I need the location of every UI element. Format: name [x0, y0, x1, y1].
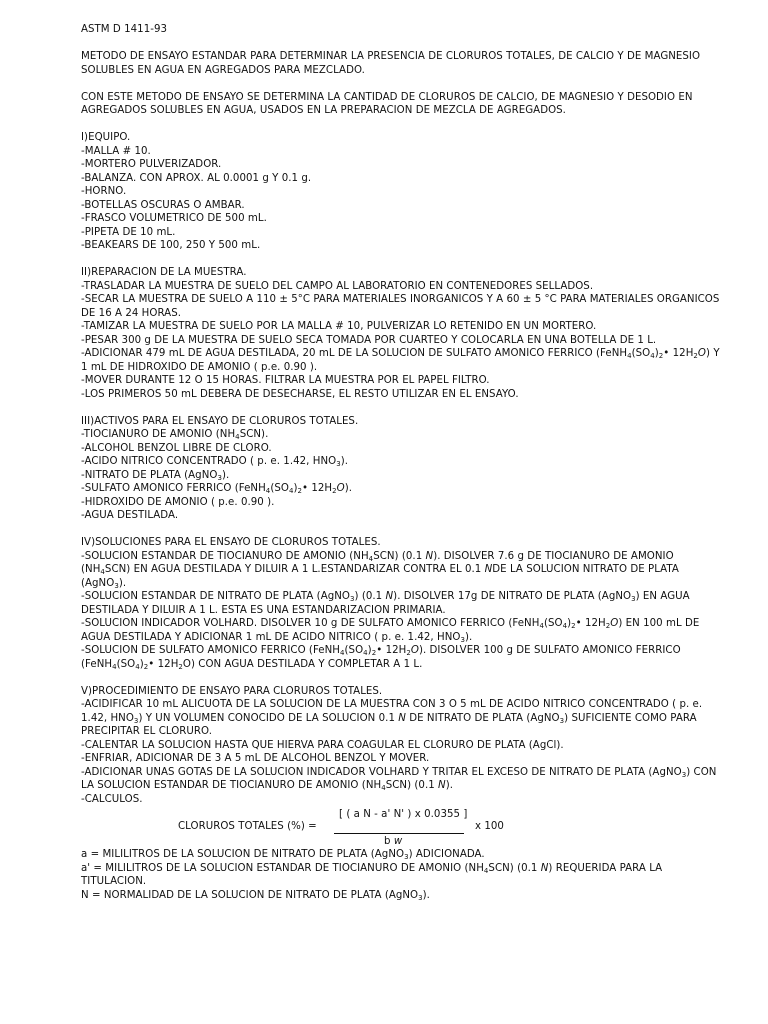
formula-label: CLORUROS TOTALES (%) =: [178, 821, 317, 832]
preparacion-item: -PESAR 300 g DE LA MUESTRA DE SUELO SECA TOMADA POR CUARTEO Y COLOCARLA EN UNA BOTELLA DE 1 L.: [81, 334, 657, 346]
section-equipo-heading: I)EQUIPO.: [81, 132, 131, 143]
preparacion-item: -TAMIZAR LA MUESTRA DE SUELO POR LA MALLA # 10, PULVERIZAR LO RETENIDO EN UN MORTERO.: [81, 321, 597, 332]
activos-item: -AGUA DESTILADA.: [81, 510, 179, 521]
equipo-item: -BOTELLAS OSCURAS O AMBAR.: [81, 199, 245, 211]
formula-fraction-bar: [334, 833, 464, 834]
equipo-item: -BEAKEARS DE 100, 250 Y 500 mL.: [81, 240, 261, 251]
definition-n: N = NORMALIDAD DE LA SOLUCION DE NITRATO DE PLATA (AgNO$_3$).: [81, 889, 430, 902]
procedimiento-item: -ENFRIAR, ADICIONAR DE 3 A 5 mL DE ALCOHOL BENZOL Y MOVER.: [81, 753, 430, 764]
definition-a-prime: a' = MILILITROS DE LA SOLUCION ESTANDAR DE TIOCIANURO DE AMONIO $(NH_4SCN)$ (0.1 N) REQUERIDA PARA LA TITULACION.: [81, 862, 663, 887]
equipo-item: -MALLA # 10.: [81, 145, 151, 157]
preparacion-item: -SECAR LA MUESTRA DE SUELO A 110 ± 5°C PARA MATERIALES INORGANICOS Y A 60 ± 5 °C PARA MATERIALES ORGANICOS DE 16 A 24 HORAS.: [81, 294, 720, 319]
preparacion-item: -TRASLADAR LA MUESTRA DE SUELO DEL CAMPO AL LABORATORIO EN CONTENEDORES SELLADOS.: [81, 280, 594, 292]
formula-numerator: [ ( a N - a' N' ) x 0.0355 ]: [339, 809, 468, 820]
preparacion-item: -ADICIONAR 479 mL DE AGUA DESTILADA, 20 mL DE LA SOLUCION DE SULFATO AMONICO FERRICO ($FeNH_4(SO_4)_2•$ $12H_2O$) Y 1 mL DE HIDROXIDO DE AMONIO ( p.e. 0.90 ).: [81, 348, 720, 373]
section-preparacion-heading: II)REPARACION DE LA MUESTRA.: [81, 267, 247, 278]
activos-item: -TIOCIANURO DE AMONIO $(NH_4SCN)$.: [81, 429, 269, 441]
procedimiento-item: -ACIDIFICAR 10 mL ALICUOTA DE LA SOLUCION DE LA MUESTRA CON 3 O 5 mL DE ACIDO NITRICO CONCENTRADO ( p. e. 1.42, $HNO_3$) Y UN VOLUMEN CONOCIDO DE LA SOLUCION 0.1 N DE NITRATO DE PLATA (AgNO$_3$) SUFICIENTE COMO PARA PRECIPITAR EL CLORURO.: [81, 699, 703, 737]
document-header: ASTM D 1411-93: [81, 24, 168, 35]
equipo-item: -FRASCO VOLUMETRICO DE 500 mL.: [81, 213, 267, 224]
section-activos-heading: III)ACTIVOS PARA EL ENSAYO DE CLORUROS TOTALES.: [81, 415, 359, 427]
procedimiento-item: -CALCULOS.: [81, 793, 143, 805]
definition-a: a = MILILITROS DE LA SOLUCION DE NITRATO DE PLATA (AgNO$_3$) ADICIONADA.: [81, 849, 485, 861]
soluciones-item: -SOLUCION INDICADOR VOLHARD. DISOLVER 10 g DE SULFATO AMONICO FERRICO ($FeNH_4(SO_4)_2•$ $12H_2O$) EN 100 mL DE AGUA DESTILADA Y ADICIONAR 1 mL DE ACIDO NITRICO ( p. e. 1.42, $HNO_3$).: [81, 618, 700, 644]
document: [81, 23, 721, 902]
equipo-item: -PIPETA DE 10 mL.: [81, 226, 176, 238]
section-procedimiento-heading: V)PROCEDIMIENTO DE ENSAYO PARA CLORUROS TOTALES.: [81, 685, 383, 697]
activos-item: -SULFATO AMONICO FERRICO ($FeNH_4(SO_4)_2•$ $12H_2O$).: [81, 483, 353, 495]
intro-paragraph: CON ESTE METODO DE ENSAYO SE DETERMINA LA CANTIDAD DE CLORUROS DE CALCIO, DE MAGNESIO Y DESODIO EN AGREGADOS SOLUBLES EN AGUA, USADOS EN LA PREPARACION DE MEZCLA DE AGREGADOS.: [81, 91, 693, 116]
equipo-item: -HORNO.: [81, 186, 127, 197]
preparacion-item: -LOS PRIMEROS 50 mL DEBERA DE DESECHARSE, EL RESTO UTILIZAR EN EL ENSAYO.: [81, 388, 519, 400]
document-title: METODO DE ENSAYO ESTANDAR PARA DETERMINAR LA PRESENCIA DE CLORUROS TOTALES, DE CALCIO Y DE MAGNESIO SOLUBLES EN AGUA EN AGREGADOS PARA MEZCLADO.: [81, 51, 701, 76]
soluciones-item: -SOLUCION DE SULFATO AMONICO FERRICO ($FeNH_4(SO_4)_2•$ $12H_2O$). DISOLVER 100 g DE SULFATO AMONICO FERRICO ($FeNH_4(SO_4)_2•$ $12H_2O$) CON AGUA DESTILADA Y COMPLETAR A 1 L.: [81, 645, 681, 671]
activos-item: -HIDROXIDO DE AMONIO ( p.e. 0.90 ).: [81, 496, 275, 508]
preparacion-item: -MOVER DURANTE 12 O 15 HORAS. FILTRAR LA MUESTRA POR EL PAPEL FILTRO.: [81, 375, 490, 386]
soluciones-item: -SOLUCION ESTANDAR DE NITRATO DE PLATA (AgNO$_3$) (0.1 N). DISOLVER 17g DE NITRATO DE PLATA (AgNO$_3$) EN AGUA DESTILADA Y DILUIR A 1 L. ESTA ES UNA ESTANDARIZACION PRIMARIA.: [81, 591, 690, 616]
procedimiento-item: -CALENTAR LA SOLUCION HASTA QUE HIERVA PARA COAGULAR EL CLORURO DE PLATA (AgCl).: [81, 739, 564, 751]
formula-multiplier: x 100: [475, 821, 504, 832]
section-soluciones-heading: IV)SOLUCIONES PARA EL ENSAYO DE CLORUROS TOTALES.: [81, 537, 381, 548]
equipo-item: -MORTERO PULVERIZADOR.: [81, 159, 222, 170]
equipo-item: -BALANZA. CON APROX. AL 0.0001 g Y 0.1 g.: [81, 172, 312, 184]
formula-denominator: b w: [384, 836, 403, 847]
chloride-formula: [81, 808, 721, 848]
activos-item: -ACIDO NITRICO CONCENTRADO ( p. e. 1.42, $HNO_3$).: [81, 456, 349, 468]
soluciones-item: -SOLUCION ESTANDAR DE TIOCIANURO DE AMONIO $(NH_4SCN)$ (0.1 N). DISOLVER 7.6 g DE TIOCIANURO DE AMONIO $(NH_4SCN)$ EN AGUA DESTILADA Y DILUIR A 1 L.ESTANDARIZAR CONTRA EL 0.1 NDE LA SOLUCION NITRATO DE PLATA (AgNO$_3$).: [81, 550, 679, 590]
activos-item: -NITRATO DE PLATA (AgNO$_3$).: [81, 469, 230, 482]
activos-item: -ALCOHOL BENZOL LIBRE DE CLORO.: [81, 442, 272, 454]
procedimiento-item: -ADICIONAR UNAS GOTAS DE LA SOLUCION INDICADOR VOLHARD Y TRITAR EL EXCESO DE NITRATO DE PLATA (AgNO$_3$) CON LA SOLUCION ESTANDAR DE TIOCIANURO DE AMONIO $(NH_4SCN)$ (0.1 N).: [81, 766, 717, 792]
